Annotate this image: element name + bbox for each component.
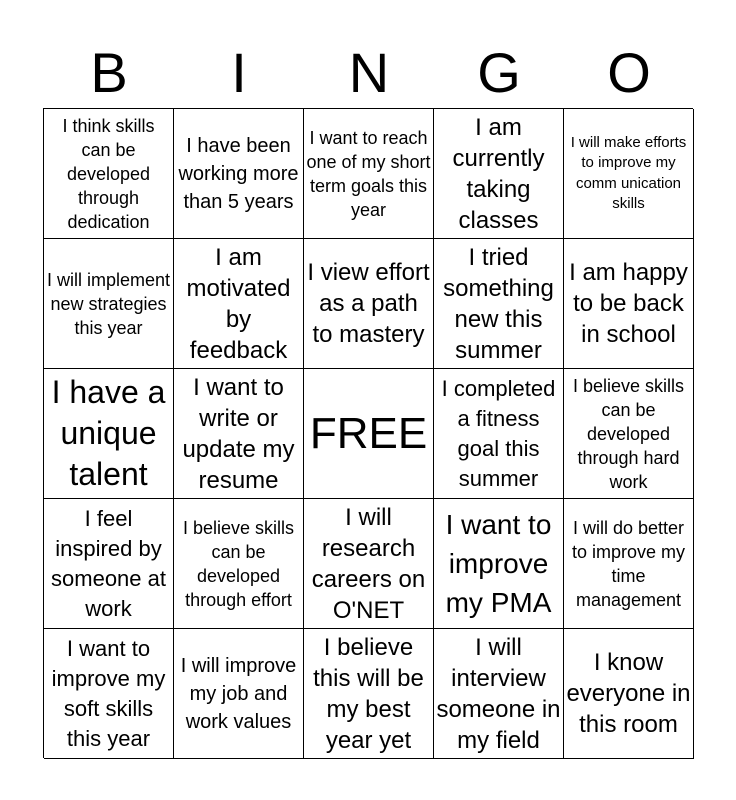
bingo-cell[interactable]	[174, 629, 304, 759]
cell-text: I know everyone in this room	[566, 649, 691, 738]
bingo-cell[interactable]	[174, 369, 304, 499]
bingo-cell[interactable]	[174, 499, 304, 629]
cell-text: I will implement new strategies this year	[46, 269, 171, 338]
cell-text: I am happy to be back in school	[569, 259, 688, 348]
header-letter-g: G	[477, 41, 521, 104]
free-space-label: FREE	[309, 408, 428, 458]
cell-text: I completed a fitness goal this summer	[441, 375, 556, 491]
bingo-cell[interactable]	[304, 629, 434, 759]
bingo-cell[interactable]	[44, 239, 174, 369]
bingo-cell[interactable]	[434, 499, 564, 629]
header-letter-o: O	[607, 41, 651, 104]
bingo-cell[interactable]	[304, 109, 434, 239]
bingo-cell[interactable]	[434, 109, 564, 239]
bingo-cell[interactable]	[434, 369, 564, 499]
bingo-cell[interactable]	[564, 629, 694, 759]
bingo-header	[44, 40, 694, 106]
cell-text: I will interview someone in my field	[436, 633, 561, 754]
bingo-cell[interactable]	[564, 109, 694, 239]
bingo-cell[interactable]	[44, 109, 174, 239]
cell-text: I want to improve my PMA	[445, 509, 552, 618]
cell-text: I am motivated by feedback	[186, 243, 291, 364]
bingo-cell[interactable]	[304, 239, 434, 369]
header-letter-n: N	[348, 41, 390, 104]
bingo-cell[interactable]	[174, 109, 304, 239]
cell-text: I think skills can be developed through dedication	[62, 115, 155, 232]
cell-text: I am currently taking classes	[452, 113, 545, 234]
cell-text: I believe skills can be developed through effort	[182, 517, 295, 610]
free-space-cell[interactable]	[304, 369, 434, 499]
cell-text: I have been working more than 5 years	[178, 134, 299, 213]
bingo-cell[interactable]	[434, 239, 564, 369]
cell-text: I believe this will be my best year yet	[313, 633, 424, 754]
cell-text: I believe skills can be developed through hard work	[572, 375, 685, 492]
cell-text: I feel inspired by someone at work	[51, 505, 166, 621]
bingo-cell[interactable]	[434, 629, 564, 759]
cell-text: I will improve my job and work values	[180, 654, 297, 733]
bingo-cell[interactable]	[174, 239, 304, 369]
cell-text: I tried something new this summer	[443, 243, 554, 364]
cell-text: I will do better to improve my time management	[571, 517, 686, 610]
bingo-cell[interactable]	[564, 369, 694, 499]
cell-text: I will research careers on O'NET	[311, 503, 426, 624]
header-letter-i: I	[231, 41, 247, 104]
bingo-cell[interactable]	[44, 629, 174, 759]
cell-text: I want to reach one of my short term goals this year	[306, 127, 431, 220]
bingo-cell[interactable]	[44, 499, 174, 629]
bingo-cell[interactable]	[44, 369, 174, 499]
bingo-card-grid	[43, 108, 693, 758]
cell-text: I have a unique talent	[51, 374, 166, 492]
bingo-cell[interactable]	[564, 239, 694, 369]
bingo-cell[interactable]	[304, 499, 434, 629]
bingo-cell[interactable]	[564, 499, 694, 629]
cell-text: I want to improve my soft skills this year	[51, 635, 166, 751]
header-letter-b: B	[90, 41, 128, 104]
cell-text: I will make efforts to improve my comm unication skills	[570, 133, 687, 212]
cell-text: I want to write or update my resume	[182, 373, 295, 494]
cell-text: I view effort as a path to mastery	[307, 259, 430, 348]
